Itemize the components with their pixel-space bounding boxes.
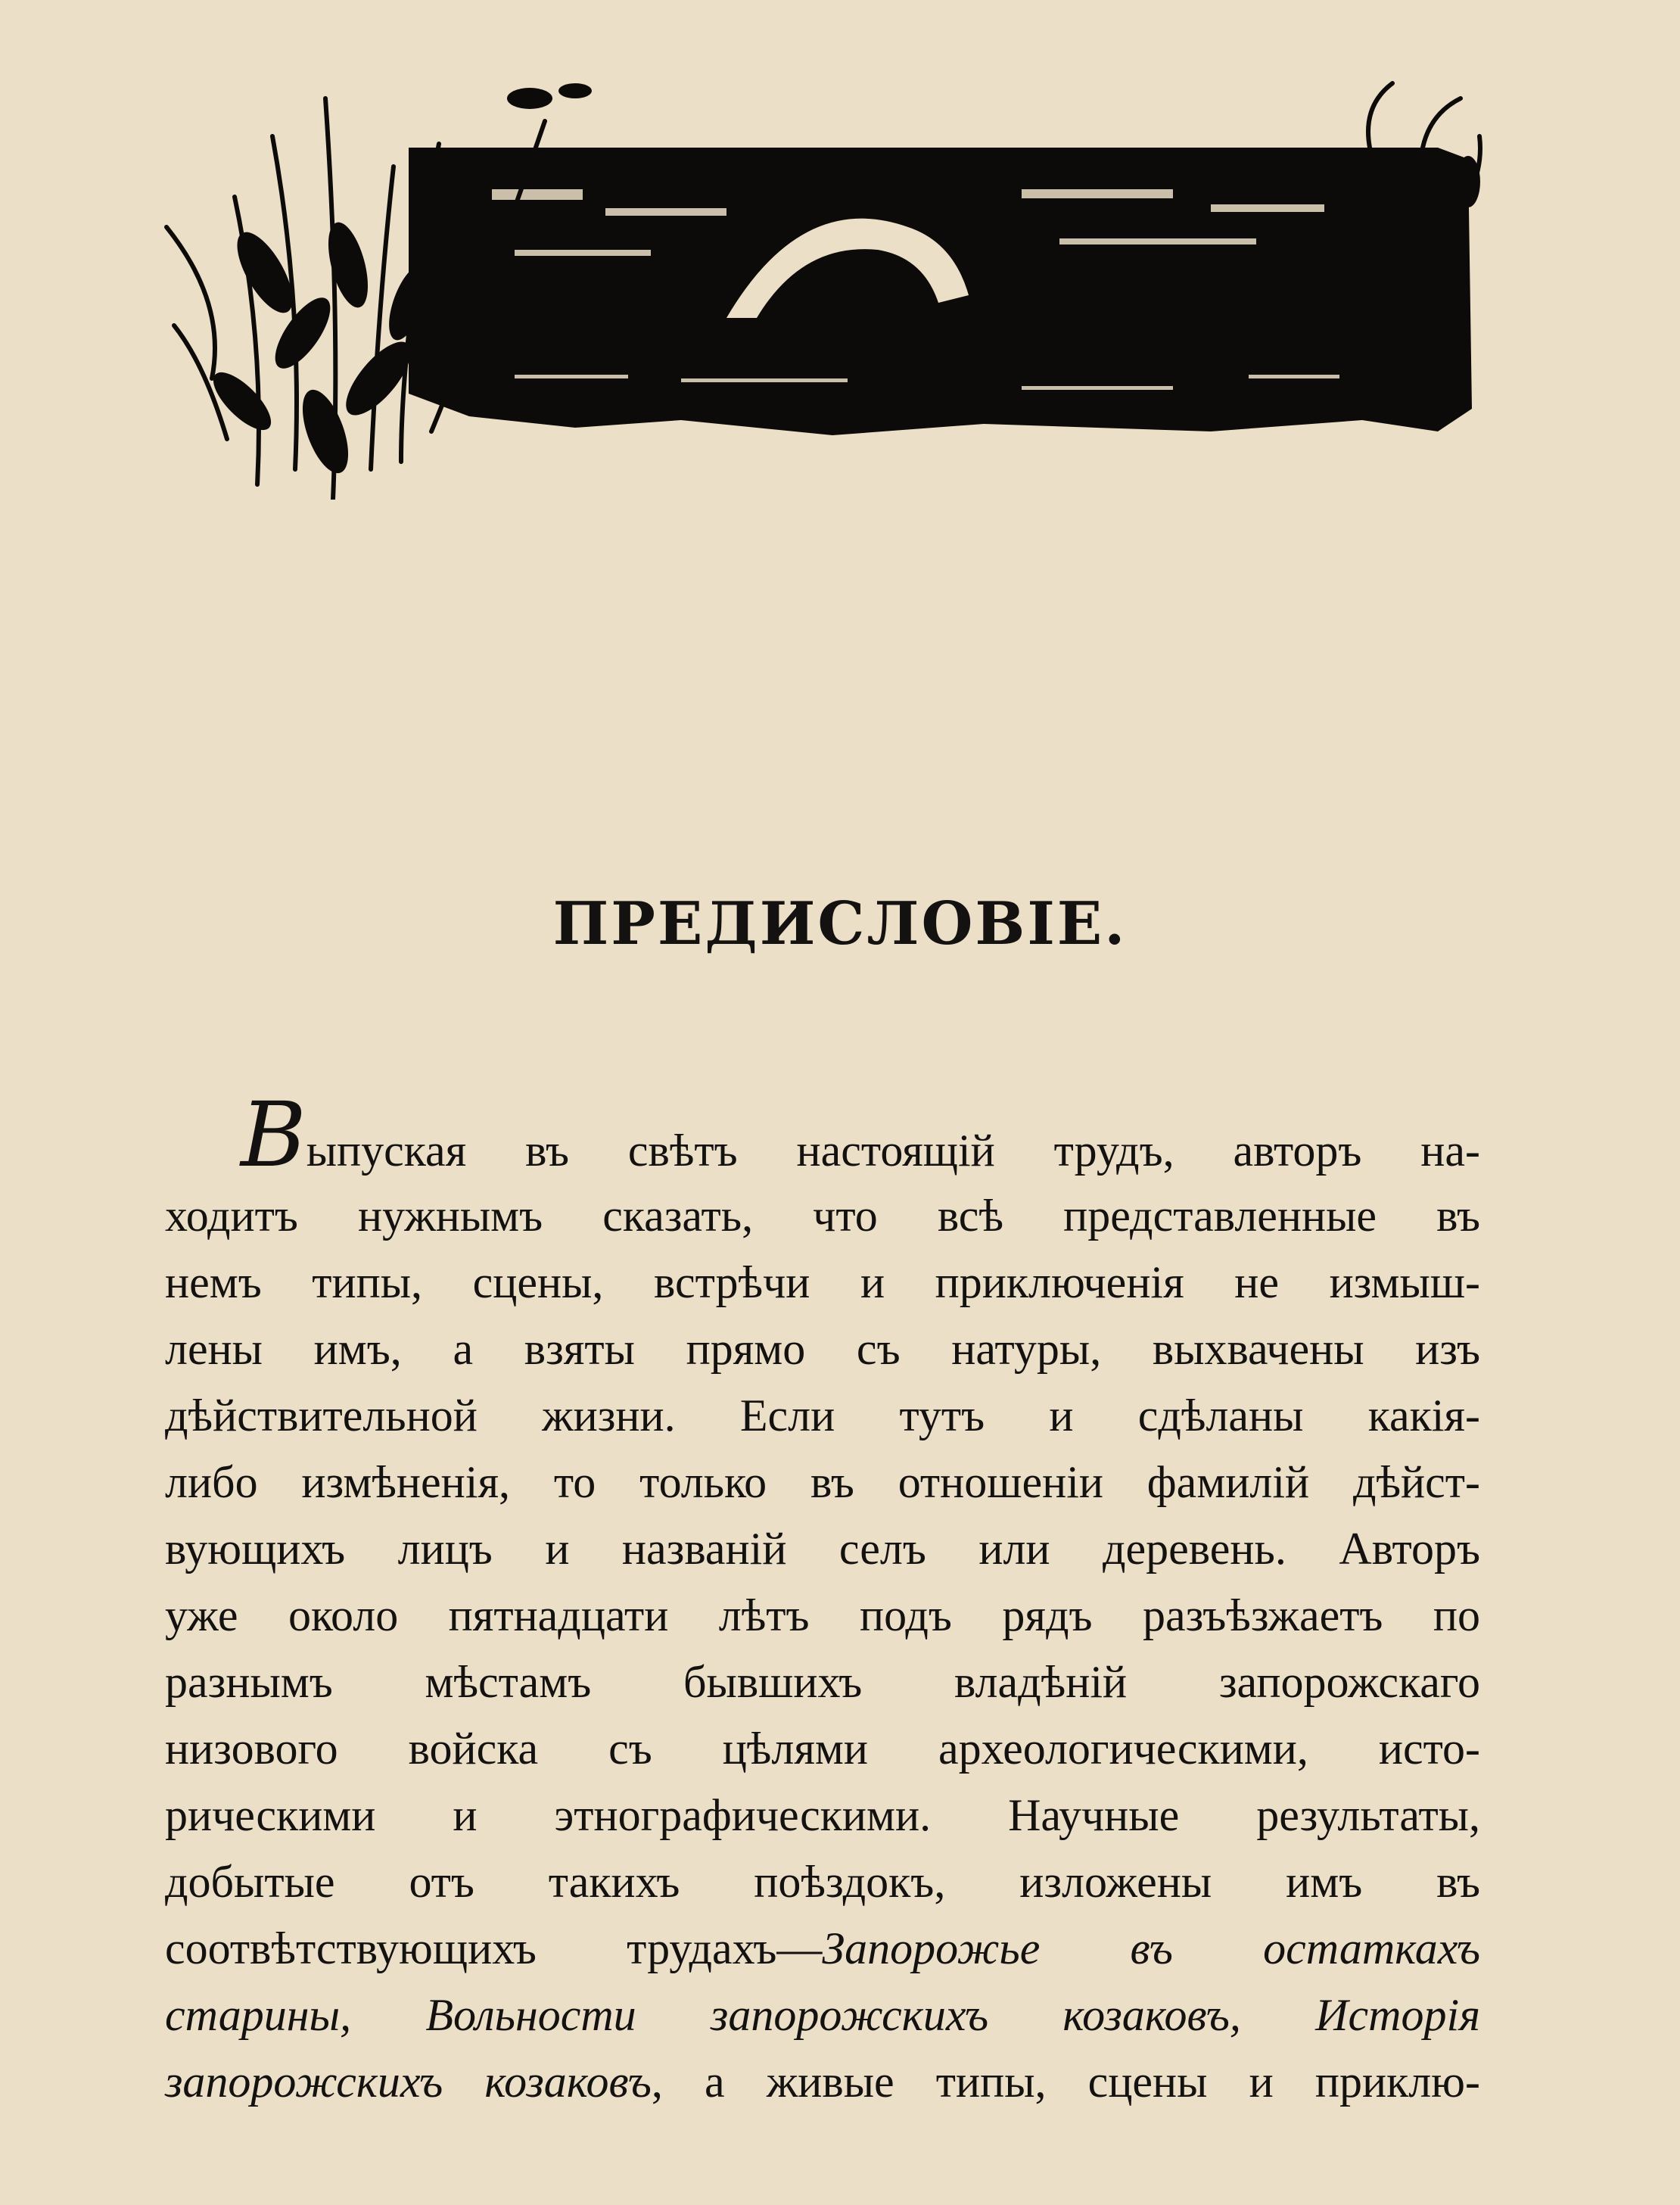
drop-cap: В bbox=[241, 1082, 306, 1187]
text-line-13-plain: соотвѣтствующихъ трудахъ— bbox=[165, 1923, 823, 1973]
text-line-4: лены имъ, а взяты прямо съ натуры, выхвачены изъ bbox=[165, 1324, 1480, 1374]
text-line-8: уже около пятнадцати лѣтъ подъ рядъ разъѣзжаетъ по bbox=[165, 1590, 1480, 1640]
text-line-14: старины, Вольности запорожскихъ козаковъ, Исторія bbox=[165, 1990, 1480, 2040]
text-line-2: ходитъ нужнымъ сказать, что всѣ представленные въ bbox=[165, 1191, 1480, 1241]
page-title: ПРЕДИСЛОВІЕ. bbox=[552, 889, 1128, 958]
text-line-3: немъ типы, сцены, встрѣчи и приключенія не измыш- bbox=[165, 1257, 1480, 1307]
text-line-1-rest: ыпуская въ свѣтъ настоящій трудъ, авторъ на- bbox=[306, 1126, 1480, 1176]
text-line-1 bbox=[165, 1082, 1480, 1187]
text-line-13 bbox=[165, 1915, 1480, 1982]
text-line-15-plain: , а живые типы, сцены и приклю- bbox=[651, 2057, 1480, 2107]
preface-text bbox=[165, 1082, 1481, 2115]
text-line-6: либо измѣненія, то только въ отношеніи фамилій дѣйст- bbox=[165, 1457, 1480, 1507]
text-line-15-italic: запорожскихъ козаковъ bbox=[165, 2057, 652, 2107]
headpiece-vignette bbox=[151, 76, 1483, 500]
text-line-10: низового войска съ цѣлями археологическими, исто- bbox=[165, 1724, 1480, 1774]
text-line-15 bbox=[165, 2048, 1480, 2115]
text-line-12: добытые отъ такихъ поѣздокъ, изложены имъ въ bbox=[165, 1857, 1480, 1907]
text-line-7: вующихъ лицъ и названій селъ или деревень. Авторъ bbox=[165, 1524, 1480, 1574]
text-line-9: разнымъ мѣстамъ бывшихъ владѣній запорожскаго bbox=[165, 1657, 1480, 1707]
text-line-13-italic: Запорожье въ остаткахъ bbox=[822, 1923, 1481, 1973]
text-line-11: рическими и этнографическими. Научные результаты, bbox=[165, 1790, 1480, 1840]
text-line-5: дѣйствительной жизни. Если тутъ и сдѣланы какія- bbox=[165, 1391, 1480, 1440]
